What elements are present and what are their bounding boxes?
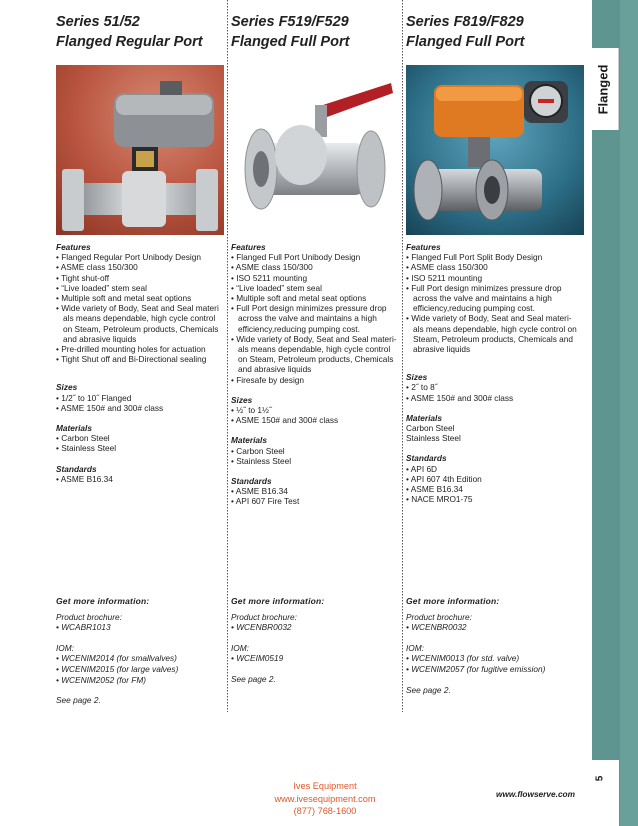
product-photo	[406, 65, 584, 235]
footer-phone: (877) 768-1600	[293, 806, 357, 816]
iom-list	[56, 653, 224, 685]
product-photo	[56, 65, 224, 235]
brochure-label: Product brochure:	[56, 611, 122, 622]
list-item: • ASME 150# and 300# class	[56, 403, 224, 413]
features-list	[56, 252, 224, 364]
list-item: • API 607 Fire Test	[231, 496, 399, 506]
list-item: • Carbon Steel	[56, 433, 224, 443]
list-item: • Stainless Steel	[56, 443, 224, 453]
series-name: Series F819/F829	[406, 14, 524, 30]
product-specs	[406, 242, 578, 504]
standards-list	[56, 474, 224, 484]
website-url[interactable]: www.flowserve.com	[496, 789, 575, 799]
brochure-label: Product brochure:	[231, 611, 297, 622]
list-item: • ASME 150# and 300# class	[406, 393, 578, 403]
footer-url[interactable]: www.ivesequipment.com	[274, 793, 376, 804]
list-item: • ASME 150# and 300# class	[231, 415, 399, 425]
list-item: • Wide variety of Body, Seat and Seal materi- als means dependable, high cycle control on Steam, Petroleum products, Chemicals and abrasive liquids	[231, 334, 399, 375]
list-item: • Flanged Full Port Unibody Design	[231, 252, 399, 262]
iom-label: IOM:	[231, 642, 249, 653]
list-item: • API 6D	[406, 464, 578, 474]
materials-list	[56, 433, 224, 453]
list-item: • WCEIM0519	[231, 653, 399, 664]
iom-list	[406, 653, 578, 674]
iom-label: IOM:	[406, 642, 424, 653]
list-item: • Stainless Steel	[231, 456, 399, 466]
product-specs	[56, 242, 224, 484]
series-subtitle: Flanged Regular Port	[56, 34, 203, 50]
list-item: • “Live loaded” stem seal	[56, 283, 224, 293]
footer-contact	[230, 780, 420, 818]
list-item: • ISO 5211 mounting	[231, 273, 399, 283]
product-photo	[231, 65, 399, 235]
list-item: • Wide variety of Body, Seat and Seal materi- als means dependable, high cycle control on Steam, Petroleum products, Chemicals and abrasive liquids	[406, 313, 578, 354]
standards-heading: Standards	[231, 476, 272, 487]
sizes-list	[56, 393, 224, 413]
column-divider	[402, 0, 403, 712]
list-item: • WCENIM2015 (for large valves)	[56, 664, 224, 675]
brochure-list	[406, 622, 578, 633]
materials-heading: Materials	[56, 423, 92, 434]
more-info-heading: Get more information:	[56, 596, 150, 606]
list-item: • Pre-drilled mounting holes for actuation	[56, 344, 224, 354]
list-item: • Wide variety of Body, Seat and Seal materi als means dependable, high cycle control on Steam, Petroleum products, Chemicals and abrasive liquids	[56, 303, 224, 344]
sizes-heading: Sizes	[406, 372, 428, 383]
series-subtitle: Flanged Full Port	[406, 34, 525, 50]
footer-company: Ives Equipment	[293, 781, 357, 791]
page-number: 5	[594, 775, 606, 782]
iom-list	[231, 653, 399, 664]
list-item: • Full Port design minimizes pressure drop across the valve and maintains a high efficiency,reducing pumping cost.	[231, 303, 399, 334]
list-item: • WCENIM2014 (for smallvalves)	[56, 653, 224, 664]
series-name: Series 51/52	[56, 14, 140, 30]
list-item: • Flanged Regular Port Unibody Design	[56, 252, 224, 262]
list-item: • Multiple soft and metal seat options	[231, 293, 399, 303]
list-item: • 2˝ to 8˝	[406, 382, 578, 392]
product-specs	[231, 242, 399, 507]
list-item: • ASME B16.34	[231, 486, 399, 496]
list-item: • API 607 4th Edition	[406, 474, 578, 484]
brochure-list	[231, 622, 399, 633]
standards-heading: Standards	[406, 453, 447, 464]
list-item: • ASME class 150/300	[231, 262, 399, 272]
list-item: • ASME B16.34	[406, 484, 578, 494]
sizes-list	[406, 382, 578, 402]
page-number-box	[587, 760, 619, 826]
brochure-label: Product brochure:	[406, 611, 472, 622]
see-page-note: See page 2.	[406, 684, 451, 695]
list-item: • Tight shut-off	[56, 273, 224, 283]
series-subtitle: Flanged Full Port	[231, 34, 350, 50]
list-item: • WCENIM2052 (for FM)	[56, 675, 224, 686]
more-info-heading: Get more information:	[231, 596, 325, 606]
features-heading: Features	[406, 242, 441, 252]
list-item: • Full Port design minimizes pressure drop across the valve and maintains a high efficiency,reducing pumping cost.	[406, 283, 578, 314]
list-item: • ½˝ to 1½˝	[231, 405, 399, 415]
sizes-heading: Sizes	[56, 382, 78, 393]
list-item: • Tight Shut off and Bi-Directional sealing	[56, 354, 224, 364]
section-tab-label: Flanged	[595, 64, 611, 114]
features-list	[231, 252, 399, 385]
standards-list	[406, 464, 578, 505]
list-item: • ASME B16.34	[56, 474, 224, 484]
list-item: • WCENIM0013 (for std. valve)	[406, 653, 578, 664]
more-info-heading: Get more information:	[406, 596, 500, 606]
list-item: • Firesafe by design	[231, 375, 399, 385]
more-info	[231, 596, 399, 685]
standards-heading: Standards	[56, 463, 97, 474]
materials-list	[406, 423, 578, 443]
list-item: • WCENIM2057 (for fugitive emission)	[406, 664, 578, 675]
column-divider	[227, 0, 228, 712]
list-item: Stainless Steel	[406, 433, 461, 444]
series-name: Series F519/F529	[231, 14, 349, 30]
section-tab	[587, 48, 619, 130]
product-title	[56, 12, 203, 52]
product-title	[406, 12, 524, 52]
more-info	[406, 596, 578, 695]
see-page-note: See page 2.	[56, 695, 101, 706]
list-item: • Carbon Steel	[231, 446, 399, 456]
more-info	[56, 596, 224, 706]
list-item: • ASME class 150/300	[56, 262, 224, 272]
features-heading: Features	[56, 242, 91, 252]
list-item: • WCABR1013	[56, 622, 224, 633]
materials-heading: Materials	[406, 412, 442, 423]
list-item: • NACE MRO1-75	[406, 494, 578, 504]
product-title	[231, 12, 349, 52]
features-list	[406, 252, 578, 354]
iom-label: IOM:	[56, 642, 74, 653]
list-item: • WCENBR0032	[231, 622, 399, 633]
list-item: • “Live loaded” stem seal	[231, 283, 399, 293]
list-item: • 1/2˝ to 10˝ Flanged	[56, 393, 224, 403]
sizes-heading: Sizes	[231, 394, 253, 405]
brochure-list	[56, 622, 224, 633]
sizes-list	[231, 405, 399, 425]
list-item: • ASME class 150/300	[406, 262, 578, 272]
list-item: • WCENBR0032	[406, 622, 578, 633]
list-item: Carbon Steel	[406, 423, 455, 434]
features-heading: Features	[231, 242, 266, 252]
list-item: • ISO 5211 mounting	[406, 273, 578, 283]
materials-list	[231, 446, 399, 466]
see-page-note: See page 2.	[231, 673, 276, 684]
materials-heading: Materials	[231, 435, 267, 446]
list-item: • Multiple soft and metal seat options	[56, 293, 224, 303]
list-item: • Flanged Full Port Split Body Design	[406, 252, 578, 262]
standards-list	[231, 486, 399, 506]
